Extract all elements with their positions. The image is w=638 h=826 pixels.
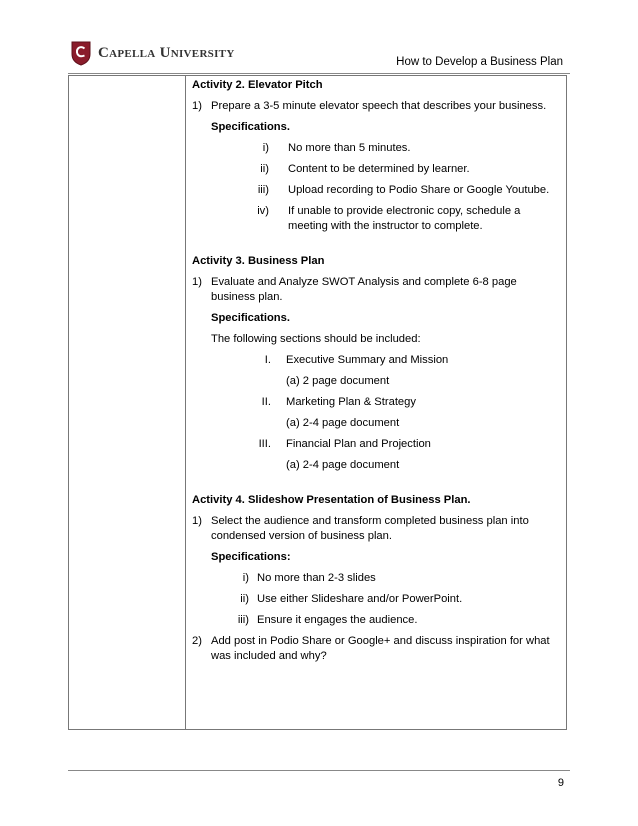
- item-number: 1): [192, 100, 202, 112]
- item-number: 1): [192, 276, 202, 288]
- spec-item: [212, 571, 560, 586]
- activity-2-spec-list: [232, 141, 560, 234]
- activity-3-item: [192, 275, 560, 305]
- spec-text: Ensure it engages the audience.: [257, 614, 418, 626]
- activity-4-item-2: [192, 634, 560, 664]
- activity-4-title: Activity 4. Slideshow Presentation of Business Plan.: [192, 494, 471, 506]
- activity-3-spec-label: Specifications.: [211, 312, 290, 324]
- item-text: Evaluate and Analyze SWOT Analysis and complete 6-8 page business plan.: [211, 276, 517, 303]
- activity-3-intro: The following sections should be included:: [211, 333, 421, 345]
- logo-text: Capella University: [98, 44, 235, 61]
- section-sub-item: (a) 2 page document: [286, 375, 390, 387]
- activity-4-spec-label: Specifications:: [211, 551, 291, 563]
- activity-2-spec-label: Specifications.: [211, 121, 290, 133]
- activity-3-title: Activity 3. Business Plan: [192, 255, 325, 267]
- header-divider: [68, 73, 570, 74]
- spec-number: iv): [257, 205, 269, 217]
- section-text: Financial Plan and Projection: [286, 438, 431, 450]
- spec-number: i): [242, 572, 249, 584]
- spec-number: i): [262, 142, 269, 154]
- section-number: III.: [258, 438, 271, 450]
- section-text: Marketing Plan & Strategy: [286, 396, 416, 408]
- footer-divider: [68, 770, 570, 771]
- section-number: I.: [264, 354, 271, 366]
- item-text: Add post in Podio Share or Google+ and discuss inspiration for what was included and why?: [211, 635, 550, 662]
- spec-text: No more than 5 minutes.: [288, 142, 411, 154]
- section-item: [211, 353, 560, 368]
- activity-2-title: Activity 2. Elevator Pitch: [192, 79, 323, 91]
- spec-text: Upload recording to Podio Share or Google Youtube.: [288, 184, 550, 196]
- section-item: [211, 437, 560, 452]
- activity-4-spec-list: [212, 571, 560, 628]
- spec-number: ii): [240, 593, 249, 605]
- spec-item: [212, 613, 560, 628]
- section-item: [211, 395, 560, 410]
- activity-content: [192, 78, 560, 664]
- activity-4-item-1: [192, 514, 560, 544]
- section-sub-item: (a) 2-4 page document: [286, 417, 400, 429]
- spec-item: [232, 162, 560, 177]
- spec-text: Use either Slideshare and/or PowerPoint.: [257, 593, 463, 605]
- spec-number: iii): [237, 614, 249, 626]
- spec-item: [212, 592, 560, 607]
- item-text: Prepare a 3-5 minute elevator speech that describes your business.: [211, 100, 547, 112]
- spec-number: iii): [257, 184, 269, 196]
- item-number: 2): [192, 635, 202, 647]
- spec-item: [232, 141, 560, 156]
- spec-text: Content to be determined by learner.: [288, 163, 470, 175]
- capella-shield-icon: [70, 40, 92, 66]
- spec-text: If unable to provide electronic copy, schedule a meeting with the instructor to complete.: [288, 205, 521, 232]
- spec-number: ii): [260, 163, 269, 175]
- page-number: 9: [557, 777, 564, 789]
- item-text: Select the audience and transform completed business plan into condensed version of business plan.: [211, 515, 529, 542]
- activity-2-item: [192, 99, 560, 114]
- section-text: Executive Summary and Mission: [286, 354, 449, 366]
- activity-3-section-list: [211, 353, 560, 473]
- section-sub-item: (a) 2-4 page document: [286, 459, 400, 471]
- spec-text: No more than 2-3 slides: [257, 572, 376, 584]
- section-number: II.: [261, 396, 271, 408]
- column-divider: [185, 76, 186, 729]
- activity-table: [68, 75, 567, 730]
- item-number: 1): [192, 515, 202, 527]
- spec-item: [232, 204, 560, 234]
- document-title: How to Develop a Business Plan: [396, 56, 563, 68]
- spec-item: [232, 183, 560, 198]
- capella-logo: [70, 40, 235, 66]
